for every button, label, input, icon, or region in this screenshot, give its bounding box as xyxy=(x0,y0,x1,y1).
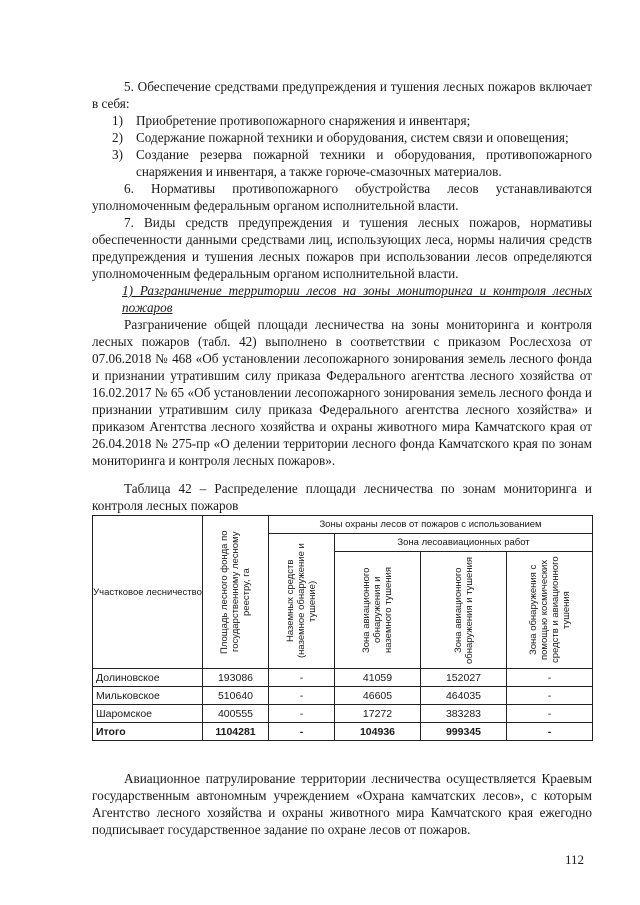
paragraph-main: Разграничение общей площади лесничества на зоны мониторинга и контроля лесных пожаров (табл. 42) выполнено в соответствии с приказом Рослесхоза от 07.06.2018 № 468 «Об установлении лесопожарного зонирования земель лесного фонда и признании утратившим силу приказа Федерального агентства лесного хозяйства от 16.02.2017 № 65 «Об установлении лесопожарного зонирования земель лесного фонда и признании утратившим силу приказа Федерального агентства лесного хозяйства» и приказом Агентства лесного хозяйства и охраны животного мира Камчатского края от 26.04.2018 № 275-пр «О делении территории лесного фонда Камчатского края по зонам мониторинга и контроля лесных пожаров». xyxy=(92,317,592,468)
cell-name: Долиновское xyxy=(93,669,203,687)
table-caption: Таблица 42 – Распределение площади лесничества по зонам мониторинга и контроля лесных пожаров xyxy=(92,481,592,513)
cell-area: 510640 xyxy=(203,687,269,705)
list-number: 1) xyxy=(112,113,123,128)
header-space: Зона обнаружения с помощью космических средств и авиационного тушения xyxy=(527,556,572,664)
cell-total-ground: - xyxy=(269,723,335,741)
paragraph-7: 7. Виды средств предупреждения и тушения лесных пожаров, нормативы обеспеченности данными средствами лиц, использующих леса, нормы наличия средств предупреждения и тушения лесных пожаров при использовании лесов определяются уполномоченным федеральным органом исполнительной власти. xyxy=(92,215,592,281)
cell-total-area: 1104281 xyxy=(203,723,269,741)
cell-avia: 383283 xyxy=(421,705,507,723)
cell-avia-ground: 17272 xyxy=(335,705,421,723)
cell-name: Шаромское xyxy=(93,705,203,723)
cell-avia-ground: 41059 xyxy=(335,669,421,687)
header-area-cell xyxy=(203,516,269,669)
list-number: 3) xyxy=(112,147,123,162)
header-area: Площадь лесного фонда по государственному лесному реестру, га xyxy=(219,530,252,654)
table-total-row xyxy=(93,723,593,741)
cell-space: - xyxy=(507,705,593,723)
table-row xyxy=(93,705,593,723)
section-subheading: 1) Разграничение территории лесов на зоны мониторинга и контроля лесных пожаров xyxy=(122,283,592,315)
cell-total-avia: 999345 xyxy=(421,723,507,741)
cell-name: Мильковское xyxy=(93,687,203,705)
zones-table xyxy=(92,515,593,741)
paragraph-6: 6. Нормативы противопожарного обустройства лесов устанавливаются уполномоченным федеральным органом исполнительной власти. xyxy=(92,181,592,213)
header-space-cell xyxy=(507,552,593,669)
cell-ground: - xyxy=(269,669,335,687)
header-avia-ground: Зона авиационного обнаружения и наземного тушения xyxy=(361,567,394,654)
header-ground: Наземных средств (наземное обнаружение и тушение) xyxy=(285,543,318,659)
table-row xyxy=(93,687,593,705)
list-text: Приобретение противопожарного снаряжения и инвентаря; xyxy=(136,113,471,128)
list-item-2 xyxy=(112,129,592,146)
header-avia-zone: Зона лесоавиационных работ xyxy=(335,534,593,552)
header-avia-cell xyxy=(421,552,507,669)
cell-area: 193086 xyxy=(203,669,269,687)
cell-total-avia-ground: 104936 xyxy=(335,723,421,741)
cell-space: - xyxy=(507,687,593,705)
list-text: Содержание пожарной техники и оборудования, систем связи и оповещения; xyxy=(136,130,569,145)
cell-total-space: - xyxy=(507,723,593,741)
header-avia-ground-cell xyxy=(335,552,421,669)
page-number: 112 xyxy=(565,852,585,867)
paragraph-final: Авиационное патрулирование территории лесничества осуществляется Краевым государственным автономным учреждением «Охрана камчатских лесов», с которым Агентство лесного хозяйства и охраны животного мира Камчатского края ежегодно подписывает государственное задание по охране лесов от пожаров. xyxy=(92,771,592,837)
list-text: Создание резерва пожарной техники и оборудования, противопожарного снаряжения и инвентаря, а также горюче-смазочных материалов. xyxy=(136,147,592,179)
cell-ground: - xyxy=(269,705,335,723)
header-ground-cell xyxy=(269,534,335,669)
header-avia: Зона авиационного обнаружения и тушения xyxy=(452,556,475,664)
paragraph-5: 5. Обеспечение средствами предупреждения и тушения лесных пожаров включает в себя: xyxy=(92,79,592,111)
list-item-3 xyxy=(112,146,592,180)
table-row xyxy=(93,669,593,687)
header-zones: Зоны охраны лесов от пожаров с использованием xyxy=(269,516,593,534)
cell-avia: 464035 xyxy=(421,687,507,705)
cell-avia-ground: 46605 xyxy=(335,687,421,705)
cell-total-name: Итого xyxy=(93,723,203,741)
cell-avia: 152027 xyxy=(421,669,507,687)
list-item-1 xyxy=(112,112,592,129)
cell-area: 400555 xyxy=(203,705,269,723)
header-district: Участковое лесничество xyxy=(93,516,203,669)
cell-ground: - xyxy=(269,687,335,705)
list-number: 2) xyxy=(112,130,123,145)
cell-space: - xyxy=(507,669,593,687)
